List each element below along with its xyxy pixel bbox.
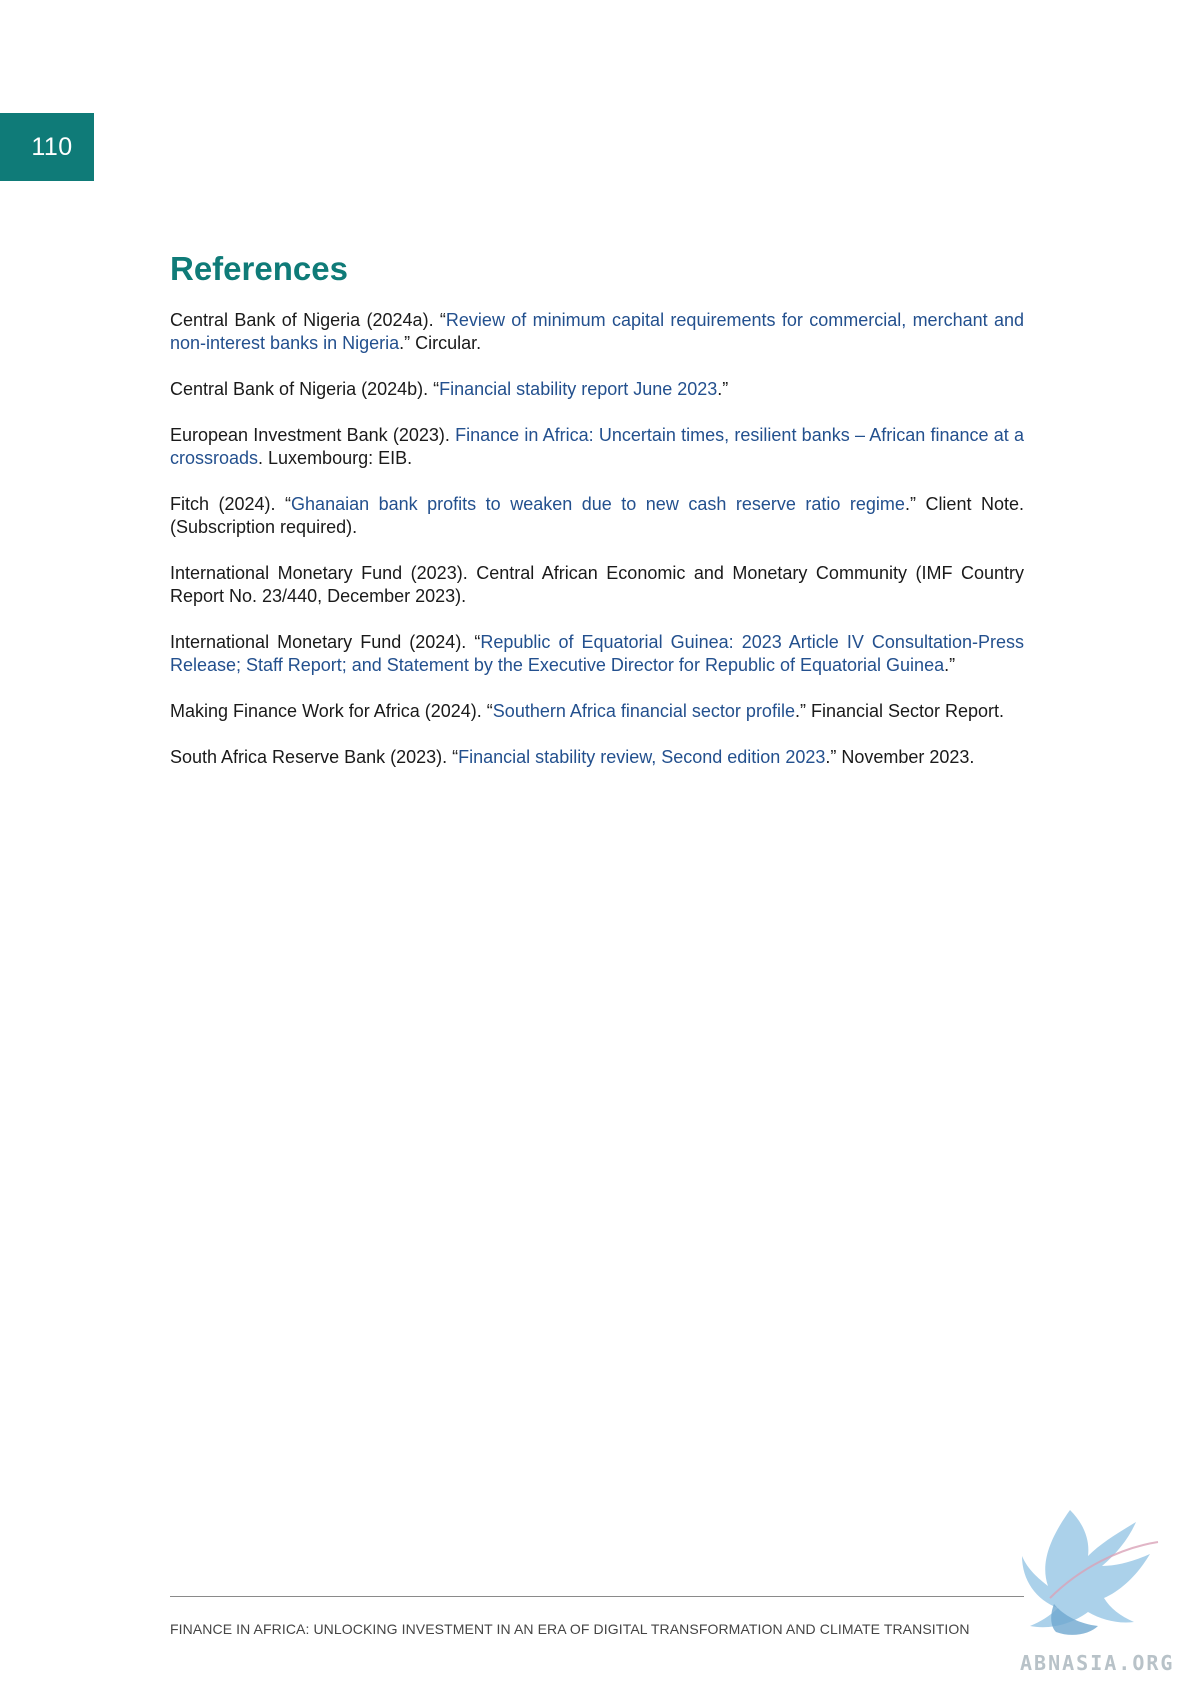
- reference-text: Making Finance Work for Africa (2024). “: [170, 701, 493, 721]
- reference-text: Central Bank of Nigeria (2024b). “: [170, 379, 440, 399]
- reference-text-after: .” Circular.: [399, 333, 482, 353]
- reference-text: International Monetary Fund (2024). “: [170, 632, 481, 652]
- reference-item: [170, 746, 1024, 769]
- reference-text-after: .”: [944, 655, 956, 675]
- reference-link[interactable]: Financial stability review, Second edition 2023: [458, 747, 826, 767]
- watermark-text: ABNASIA.ORG: [1020, 1651, 1175, 1675]
- reference-item: [170, 309, 1024, 355]
- reference-text: South Africa Reserve Bank (2023). “: [170, 747, 459, 767]
- footer-running-title: FINANCE IN AFRICA: UNLOCKING INVESTMENT IN AN ERA OF DIGITAL TRANSFORMATION AND CLIMATE TRANSITION: [170, 1621, 970, 1637]
- reference-item: [170, 378, 1024, 401]
- reference-list: [170, 309, 1024, 792]
- page-number: 110: [31, 132, 73, 161]
- reference-link[interactable]: Republic of Equatorial Guinea: 2023 Article IV Consultation-Press Release; Staff Report; and Statement by the Executive Director for Republic of Equatorial Guinea: [170, 632, 1024, 675]
- reference-text: European Investment Bank (2023).: [170, 425, 456, 445]
- reference-text: Central Bank of Nigeria (2024a). “: [170, 310, 446, 330]
- reference-text-after: . Luxembourg: EIB.: [258, 448, 413, 468]
- footer-divider: [170, 1596, 1024, 1597]
- reference-text-after: .” Financial Sector Report.: [794, 701, 1005, 721]
- reference-item: [170, 424, 1024, 470]
- reference-item: [170, 700, 1024, 723]
- reference-text-after: .” Client Note. (Subscription required).: [170, 494, 1024, 537]
- reference-item: [170, 562, 1024, 608]
- reference-link[interactable]: Finance in Africa: Uncertain times, resilient banks – African finance at a crossroads: [170, 425, 1025, 468]
- reference-item: [170, 493, 1024, 539]
- reference-item: [170, 631, 1024, 677]
- reference-text: International Monetary Fund (2023). Central African Economic and Monetary Community (IMF Country Report No. 23/440, December 2023).: [170, 563, 1024, 606]
- griffin-logo-icon: [1010, 1508, 1160, 1643]
- reference-link[interactable]: Financial stability report June 2023: [439, 379, 718, 399]
- reference-link[interactable]: Ghanaian bank profits to weaken due to new cash reserve ratio regime: [291, 494, 905, 514]
- reference-text-after: .” November 2023.: [825, 747, 975, 767]
- reference-link[interactable]: Southern Africa financial sector profile: [492, 701, 795, 721]
- reference-text: Fitch (2024). “: [170, 494, 292, 514]
- reference-text-after: .”: [717, 379, 729, 399]
- page-title: References: [170, 250, 348, 287]
- reference-link[interactable]: Review of minimum capital requirements for commercial, merchant and non-interest banks in Nigeria: [170, 310, 1024, 353]
- page-number-tab: [0, 113, 94, 181]
